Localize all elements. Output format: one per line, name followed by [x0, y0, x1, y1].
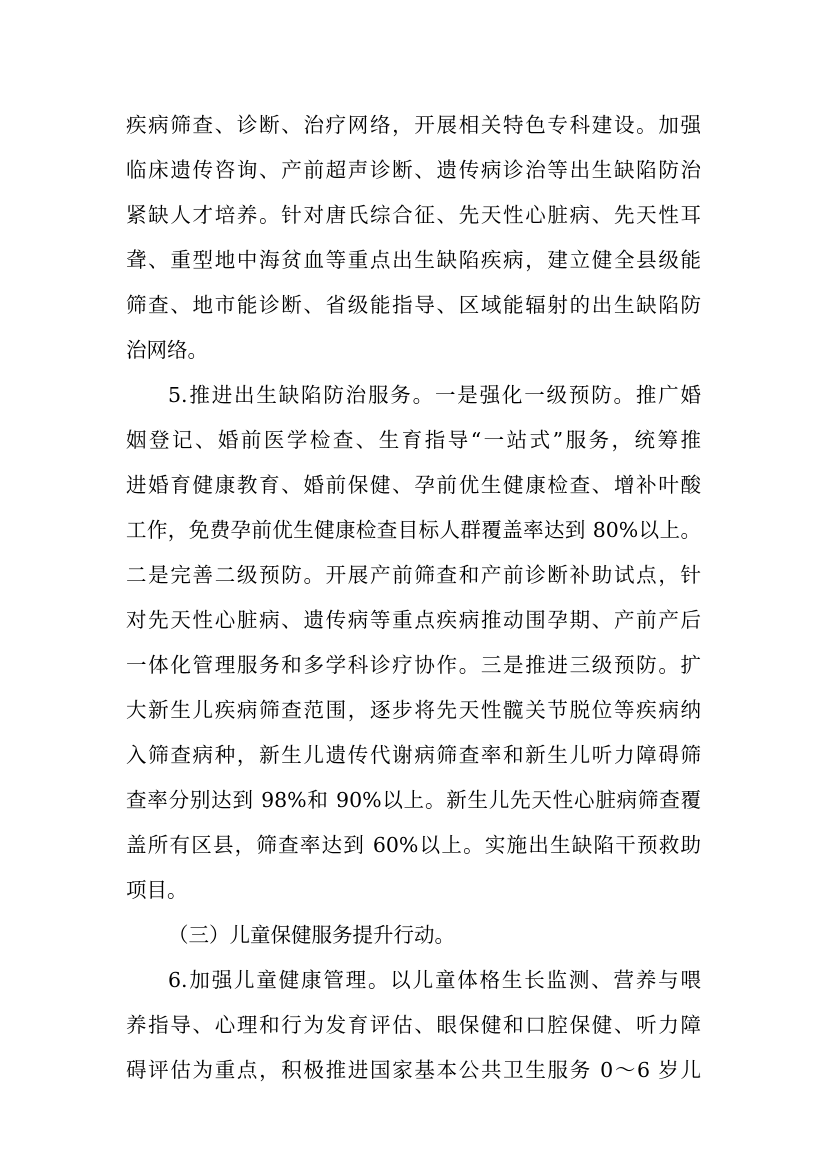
paragraph-line: 临床遗传咨询、产前超声诊断、遗传病诊治等出生缺陷防治 [126, 158, 701, 182]
paragraph-line: 入筛查病种，新生儿遗传代谢病筛查率和新生儿听力障碍筛 [126, 743, 701, 767]
paragraph-line: 紧缺人才培养。针对唐氏综合征、先天性心脏病、先天性耳 [126, 203, 701, 227]
paragraph-line: 养指导、心理和行为发育评估、眼保健和口腔保健、听力障 [126, 1013, 701, 1037]
paragraph-line: 疾病筛查、诊断、治疗网络，开展相关特色专科建设。加强 [126, 113, 701, 137]
section-heading: （三）儿童保健服务提升行动。 [168, 923, 455, 947]
paragraph-line: 筛查、地市能诊断、省级能指导、区域能辐射的出生缺陷防 [126, 293, 701, 317]
paragraph-line: 工作，免费孕前优生健康检查目标人群覆盖率达到 80%以上。 [126, 518, 701, 542]
paragraph-line: 查率分别达到 98%和 90%以上。新生儿先天性心脏病筛查覆 [126, 788, 701, 812]
paragraph-line: 大新生儿疾病筛查范围，逐步将先天性髋关节脱位等疾病纳 [126, 698, 701, 722]
paragraph-line: 姻登记、婚前医学检查、生育指导“一站式”服务，统筹推 [126, 428, 701, 452]
paragraph-line: 聋、重型地中海贫血等重点出生缺陷疾病，建立健全县级能 [126, 248, 701, 272]
paragraph-line: 治网络。 [126, 338, 208, 362]
paragraph-line: 进婚育健康教育、婚前保健、孕前优生健康检查、增补叶酸 [126, 473, 701, 497]
paragraph-first-line: 6.加强儿童健康管理。以儿童体格生长监测、营养与喂 [168, 968, 701, 992]
paragraph-line: 盖所有区县，筛查率达到 60%以上。实施出生缺陷干预救助 [126, 833, 701, 857]
paragraph-line: 项目。 [126, 878, 188, 902]
paragraph-line: 二是完善二级预防。开展产前筛查和产前诊断补助试点，针 [126, 563, 701, 587]
paragraph-line: 对先天性心脏病、遗传病等重点疾病推动围孕期、产前产后 [126, 608, 701, 632]
paragraph-line: 一体化管理服务和多学科诊疗协作。三是推进三级预防。扩 [126, 653, 701, 677]
paragraph-first-line: 5.推进出生缺陷防治服务。一是强化一级预防。推广婚 [168, 383, 701, 407]
paragraph-line: 碍评估为重点，积极推进国家基本公共卫生服务 0～6 岁儿 [126, 1058, 701, 1082]
